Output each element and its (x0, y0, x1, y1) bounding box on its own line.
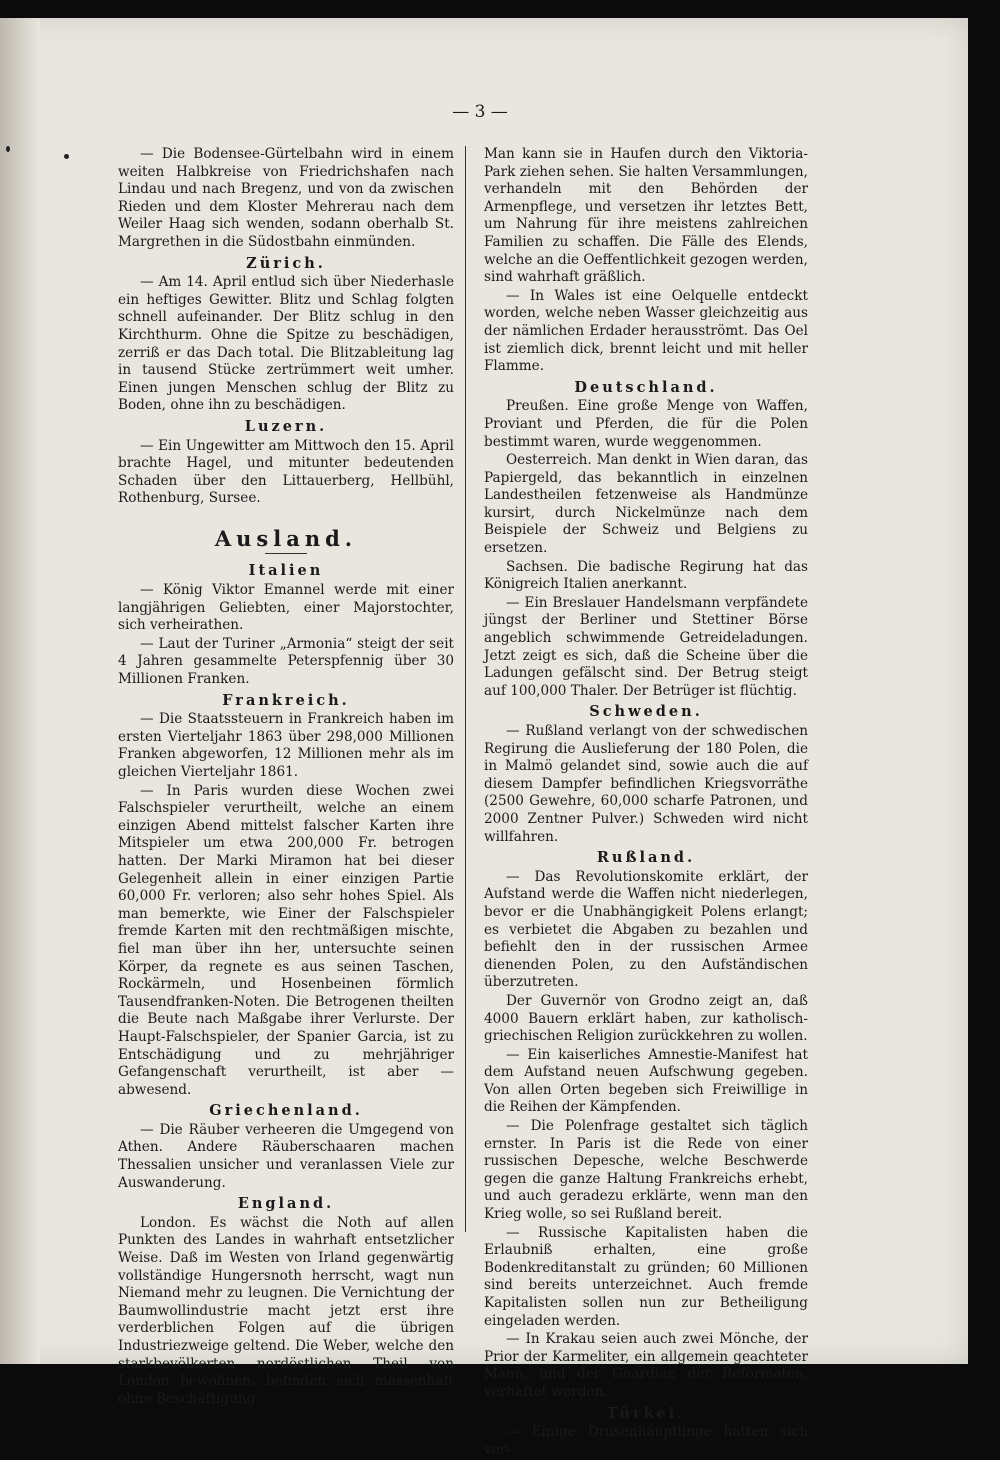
heading-england: England. (237, 1195, 335, 1213)
heading-ausland: Ausland. (214, 525, 358, 551)
ink-speck (64, 154, 69, 159)
heading-tuerkei: Türkei. (606, 1404, 686, 1422)
article-wales: — In Wales ist eine Oelquelle entdeckt worden, welche neben Wasser gleichzeitig aus der nämlichen Erdader herausströmt. Das Oel ist ziemlich dick, brennt leicht und mit heller Flamme. (484, 287, 808, 375)
ink-speck (6, 146, 10, 152)
article-england: London. Es wächst die Noth auf allen Punkten des Landes in wahrhaft entsetzlicher Weise. Daß im Westen von Irland gegenwärtig vollständige Hungersnoth herrscht, wagt nun Niemand mehr zu leugnen. Die Vernichtung der Baumwollindustrie macht jetzt erst ihre verderblichen Folgen auf die übrigen Industriezweige geltend. Die Weber, welche den starkbevölkerten nordöstlichen Theil von London bewohnen, befinden sich massenhaft ohne Beschäftigung. (118, 1214, 454, 1407)
heading-luzern: Luzern. (244, 417, 328, 435)
section-divider (265, 553, 307, 554)
page-spine-shadow (0, 18, 40, 1364)
article-russland-4: — Die Polenfrage gestaltet sich täglich ernster. In Paris ist die Rede von einer russischen Depesche, welche Beschwerde gegen die ganze Haltung Frankreichs erhebt, und auch geradezu erklärte, wenn man den Krieg wolle, so sei Rußland bereit. (484, 1118, 808, 1223)
article-russland-6: — In Krakau seien auch zwei Mönche, der Prior der Karmeliter, ein allgemein geachteter Mann, und der Guardian der Reformaten, verhaftet worden. (484, 1331, 808, 1400)
article-russland-2: Der Guvernör von Grodno zeigt an, daß 4000 Bauern erklärt haben, zur katholisch-griechischen Religion zurückkehren zu wollen. (484, 992, 808, 1045)
heading-zurich: Zürich. (246, 254, 326, 272)
article-italien-2: — Laut der Turiner „Armonia“ steigt der seit 4 Jahren gesammelte Peterspfennig über 30 Millionen Franken. (118, 635, 454, 688)
article-zurich: — Am 14. April entlud sich über Niederhasle ein heftiges Gewitter. Blitz und Schlag folgten schnell aufeinander. Der Blitz schlug in den Kirchthurm. Ohne die Spitze zu beschädigen, zerriß er das Dach total. Die Blitzableitung lag in tausend Stücke zertrümmert weit umher. Einen jungen Menschen schlug der Blitz zu Boden, ohne ihn zu beschädigen. (118, 274, 454, 414)
article-luzern: — Ein Ungewitter am Mittwoch den 15. April brachte Hagel, und mitunter bedeutenden Schaden über den Littauerberg, Hellbühl, Rothenburg, Sursee. (118, 437, 454, 507)
column-divider (465, 146, 466, 1232)
heading-griechenland: Griechenland. (209, 1102, 363, 1120)
heading-italien: Italien (248, 562, 324, 580)
article-england-continued: Man kann sie in Haufen durch den Viktoria-Park ziehen sehen. Sie halten Versammlungen, verhandeln mit den Behörden der Armenpflege, und versetzen ihr letztes Bett, um Nahrung für ihre meistens zahlreichen Familien zu schaffen. Die Fälle des Elends, welche an die Oeffentlichkeit gezogen werden, sind wahrhaft gräßlich. (484, 146, 808, 286)
article-preussen: Preußen. Eine große Menge von Waffen, Proviant und Pferden, die für die Polen bestimmt waren, wurde weggenommen. (484, 398, 808, 450)
heading-russland: Rußland. (596, 849, 696, 867)
article-tuerkei: — Einige Drusenhäuptlinge hatten sich ver- (484, 1424, 808, 1458)
article-russland-3: — Ein kaiserliches Amnestie-Manifest hat dem Aufstand neuen Aufschwung gegeben. Von allen Orten begeben sich Freiwillige in die Reihen der Kämpfenden. (484, 1046, 808, 1116)
article-frankreich-2: — In Paris wurden diese Wochen zwei Falschspieler verurtheilt, welche an einem einzigen Abend mittelst falscher Karten ihre Mitspieler um etwa 200,000 Fr. betrogen hatten. Der Marki Miramon hat bei dieser Gelegenheit allein in einer einzigen Partie 60,000 Fr. verloren; also sehr hohes Spiel. Als man bemerkte, wie Einer der Falschspieler fremde Karten mit den rechtmäßigen mischte, fiel man über ihn her, untersuchte seinen Körper, da regnete es aus seinen Taschen, Rockärmeln, und Hosenbeinen förmlich Tausendfranken-Noten. Die Betrogenen theilten die Beute nach Maßgabe ihrer Verlurste. Der Haupt-Falschspieler, der Spanier Garcia, ist zu Entschädigung und zu mehrjähriger Gefangenschaft verurtheilt, ist aber — abwesend. (118, 782, 454, 1098)
article-oesterreich: Oesterreich. Man denkt in Wien daran, das Papiergeld, das bekanntlich in einzelnen Landestheilen fetzenweise als Handmünze kursirt, durch Nickelmünze nach dem Beispiele der Schweiz und Belgiens zu ersetzen. (484, 452, 808, 557)
newspaper-page (0, 18, 968, 1458)
heading-deutschland: Deutschland. (574, 378, 718, 396)
article-italien-1: — König Viktor Emannel werde mit einer langjährigen Geliebten, einer Majorstochter, sich verheirathen. (118, 582, 454, 634)
article-sachsen: Sachsen. Die badische Regirung hat das Königreich Italien anerkannt. (484, 558, 808, 593)
article-schweden: — Rußland verlangt von der schwedischen Regirung die Auslieferung der 180 Polen, die in Malmö gelandet sind, sowie auch die auf diesem Dampfer befindlichen Kriegsvorräthe (2500 Gewehre, 60,000 scharfe Patronen, und 2000 Zentner Pulver.) Schweden wird nicht willfahren. (484, 723, 808, 845)
article-russland-1: — Das Revolutionskomite erklärt, der Aufstand werde die Waffen nicht niederlegen, bevor er die Unabhängigkeit Polens erlangt; es verbietet die Abgaben zu bezahlen und befiehlt den in der russischen Armee dienenden Polen, zu den Aufständischen überzutreten. (484, 868, 808, 991)
article-griechenland: — Die Räuber verheeren die Umgegend von Athen. Andere Räuberschaaren machen Thessalien unsicher und veranlassen Viele zur Auswanderung. (118, 1121, 454, 1191)
left-column (118, 146, 454, 1409)
article-breslau: — Ein Breslauer Handelsmann verpfändete jüngst der Berliner und Stettiner Börse angeblich schwimmende Getreideladungen. Jetzt zeigt es sich, daß die Scheine über die Ladungen gefälscht sind. Der Betrug steigt auf 100,000 Thaler. Der Betrüger ist flüchtig. (484, 594, 808, 699)
heading-frankreich: Frankreich. (222, 691, 350, 709)
article-frankreich-1: — Die Staatssteuern in Frankreich haben im ersten Vierteljahr 1863 über 298,000 Millionen Franken abgeworfen, 12 Millionen mehr als im gleichen Vierteljahr 1861. (118, 711, 454, 780)
page-number: — 3 — (452, 102, 508, 122)
article-russland-5: — Russische Kapitalisten haben die Erlaubniß erhalten, eine große Bodenkreditanstalt zu gründen; 60 Millionen sind bereits unterzeichnet. Auch fremde Kapitalisten sollen nun zur Betheiligung eingeladen werden. (484, 1224, 808, 1329)
heading-schweden: Schweden. (589, 703, 703, 721)
article-bodensee: — Die Bodensee-Gürtelbahn wird in einem weiten Halbkreise von Friedrichshafen nach Lindau und nach Bregenz, und von da zwischen Rieden und dem Kloster Mehrerau nach dem Weiler Haag sich wenden, sodann oberhalb St. Margrethen in die Südostbahn einmünden. (118, 146, 454, 250)
right-column (484, 146, 808, 1460)
